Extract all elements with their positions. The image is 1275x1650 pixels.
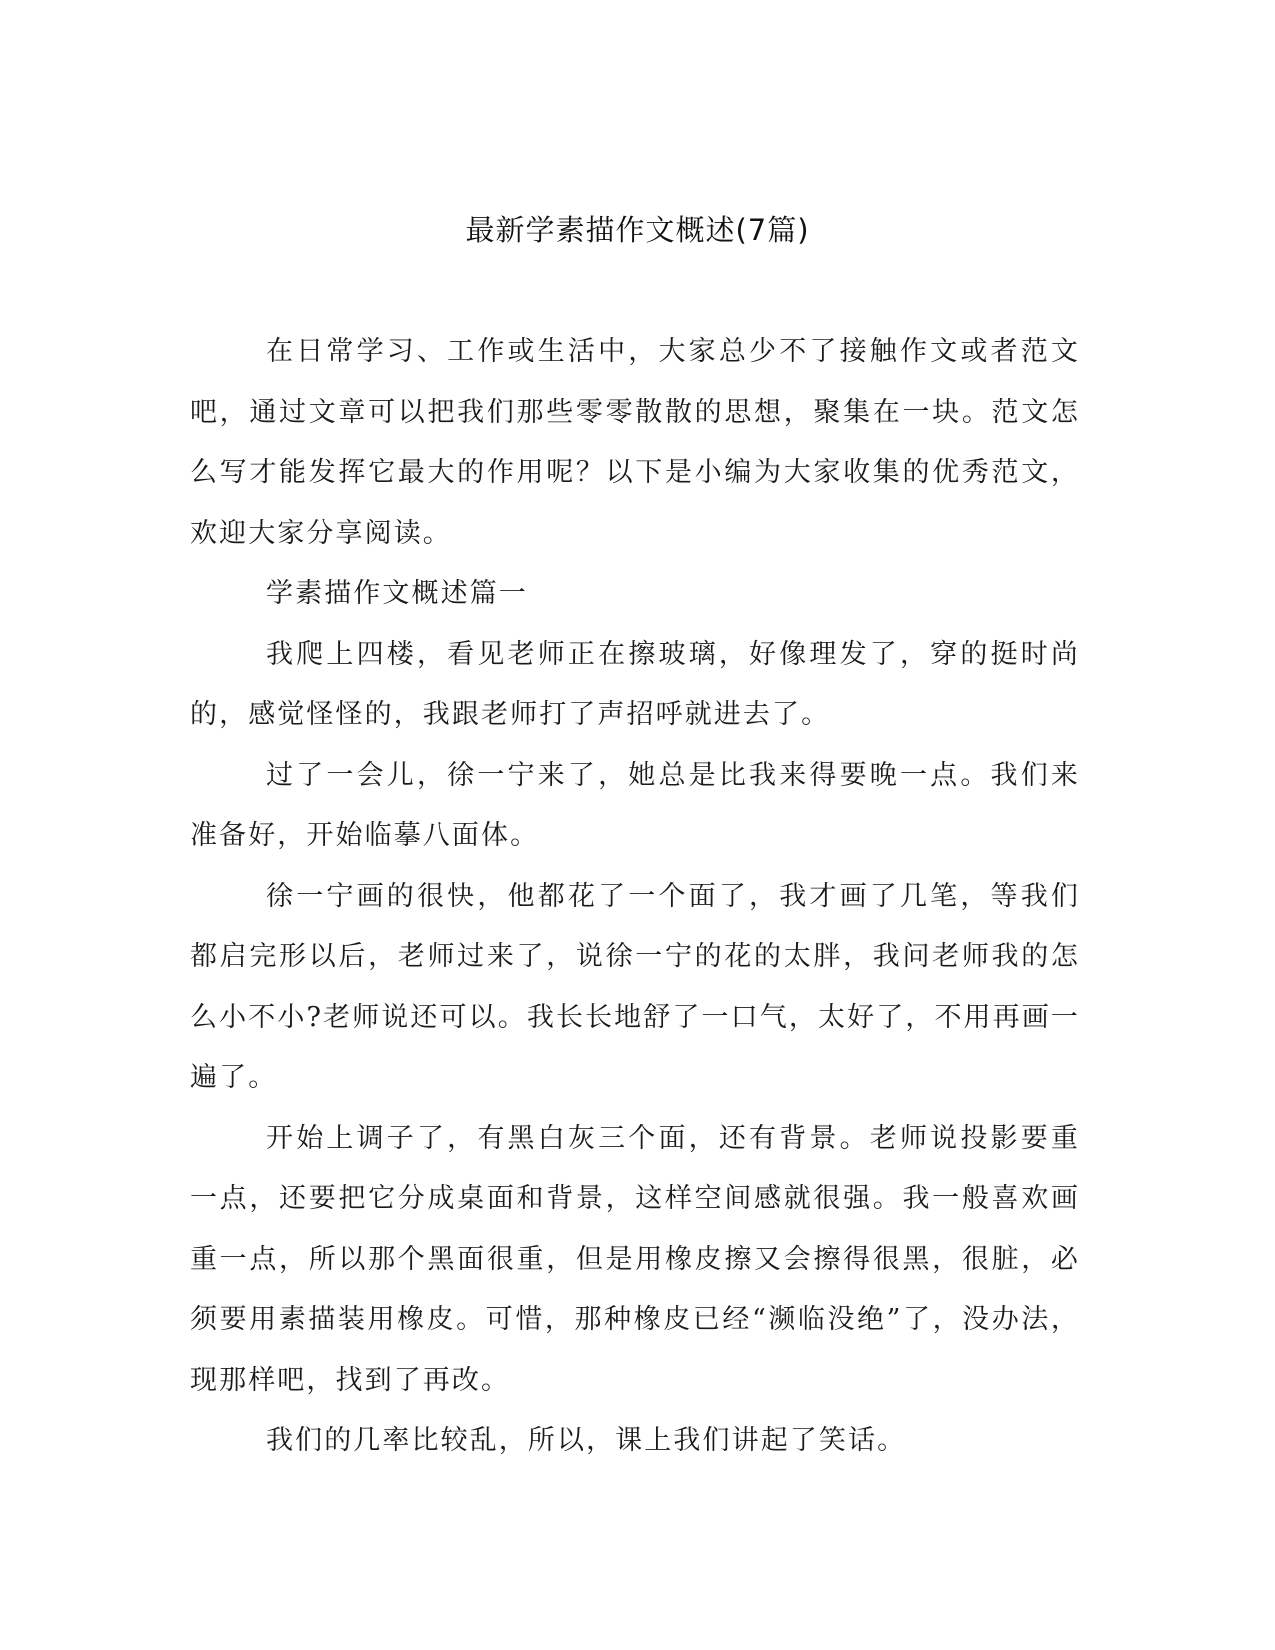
paragraph: 开始上调子了，有黑白灰三个面，还有背景。老师说投影要重一点，还要把它分成桌面和背景，这样空间感就很强。我一般喜欢画重一点，所以那个黑面很重，但是用橡皮擦又会擦得很黑，很脏，必须要用素描装用橡皮。可惜，那种橡皮已经“濒临没绝”了，没办法，现那样吧，找到了再改。 (190, 1122, 1080, 1396)
document-body (190, 322, 1080, 1472)
paragraph: 徐一宁画的很快，他都花了一个面了，我才画了几笔，等我们都启完形以后，老师过来了，说徐一宁的花的太胖，我问老师我的怎么小不小?老师说还可以。我长长地舒了一口气，太好了，不用再画一遍了。 (190, 880, 1080, 1093)
section-heading: 学素描作文概述篇一 (266, 578, 528, 609)
paragraph-intro: 在日常学习、工作或生活中，大家总少不了接触作文或者范文吧，通过文章可以把我们那些零零散散的思想，聚集在一块。范文怎么写才能发挥它最大的作用呢？以下是小编为大家收集的优秀范文，欢迎大家分享阅读。 (190, 336, 1080, 549)
paragraph: 我们的几率比较乱，所以，课上我们讲起了笑话。 (266, 1425, 907, 1456)
document-title: 最新学素描作文概述(7篇) (465, 213, 810, 247)
paragraph: 我爬上四楼，看见老师正在擦玻璃，好像理发了，穿的挺时尚的，感觉怪怪的，我跟老师打了声招呼就进去了。 (190, 638, 1080, 730)
paragraph: 过了一会儿，徐一宁来了，她总是比我来得要晚一点。我们来准备好，开始临摹八面体。 (190, 759, 1080, 851)
